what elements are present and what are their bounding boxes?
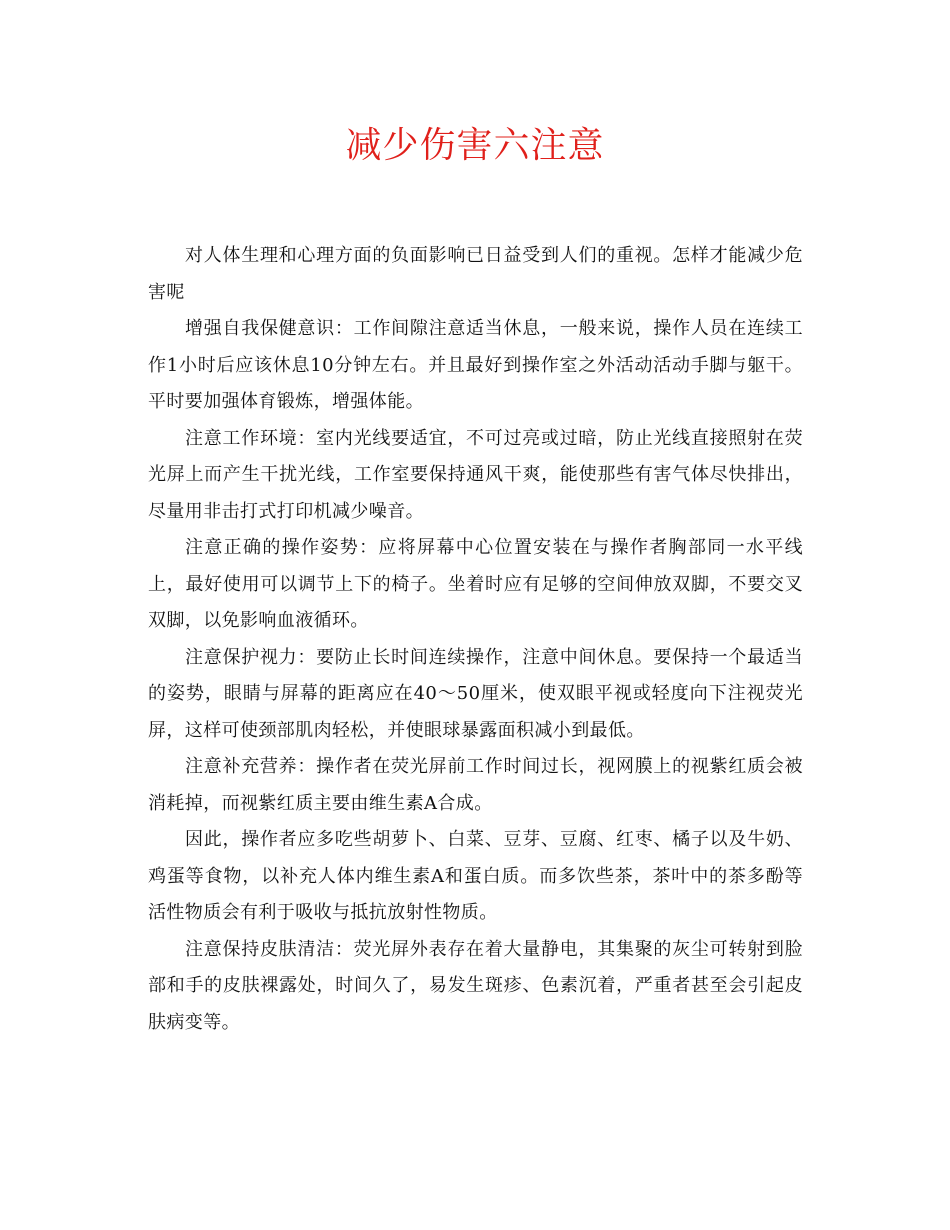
paragraph-intro: 对人体生理和心理方面的负面影响已日益受到人们的重视。怎样才能减少危害呢 — [148, 245, 803, 303]
paragraph-skin: 注意保持皮肤清洁：荧光屏外表存在着大量静电，其集聚的灰尘可转射到脸部和手的皮肤裸露处，时间久了，易发生斑疹、色素沉着，严重者甚至会引起皮肤病变等。 — [148, 938, 803, 1033]
paragraph-environment: 注意工作环境：室内光线要适宜，不可过亮或过暗，防止光线直接照射在荧光屏上而产生干扰光线，工作室要保持通风干爽，能使那些有害气体尽快排出，尽量用非击打式打印机减少噪音。 — [148, 427, 803, 522]
paragraph-posture: 注意正确的操作姿势：应将屏幕中心位置安装在与操作者胸部同一水平线上，最好使用可以调节上下的椅子。坐着时应有足够的空间伸放双脚，不要交叉双脚，以免影响血液循环。 — [148, 537, 803, 631]
paragraph-self-care: 增强自我保健意识：工作间隙注意适当休息，一般来说，操作人员在连续工作1小时后应该休息10分钟左右。并且最好到操作室之外活动活动手脚与躯干。平时要加强体育锻炼，增强体能。 — [148, 318, 803, 412]
paragraph-nutrition: 注意补充营养：操作者在荧光屏前工作时间过长，视网膜上的视紫红质会被消耗掉，而视紫红质主要由维生素A合成。 — [148, 756, 803, 814]
paragraph-diet: 因此，操作者应多吃些胡萝卜、白菜、豆芽、豆腐、红枣、橘子以及牛奶、鸡蛋等食物，以补充人体内维生素A和蛋白质。而多饮些茶，茶叶中的茶多酚等活性物质会有利于吸收与抵抗放射性物质。 — [148, 829, 803, 923]
document-body — [148, 238, 803, 1041]
document-title: 减少伤害六注意 — [345, 125, 605, 166]
paragraph-eyesight: 注意保护视力：要防止长时间连续操作，注意中间休息。要保持一个最适当的姿势，眼睛与屏幕的距离应在40～50厘米，使双眼平视或轻度向下注视荧光屏，这样可使颈部肌肉轻松，并使眼球暴露面积减小到最低。 — [148, 646, 803, 741]
